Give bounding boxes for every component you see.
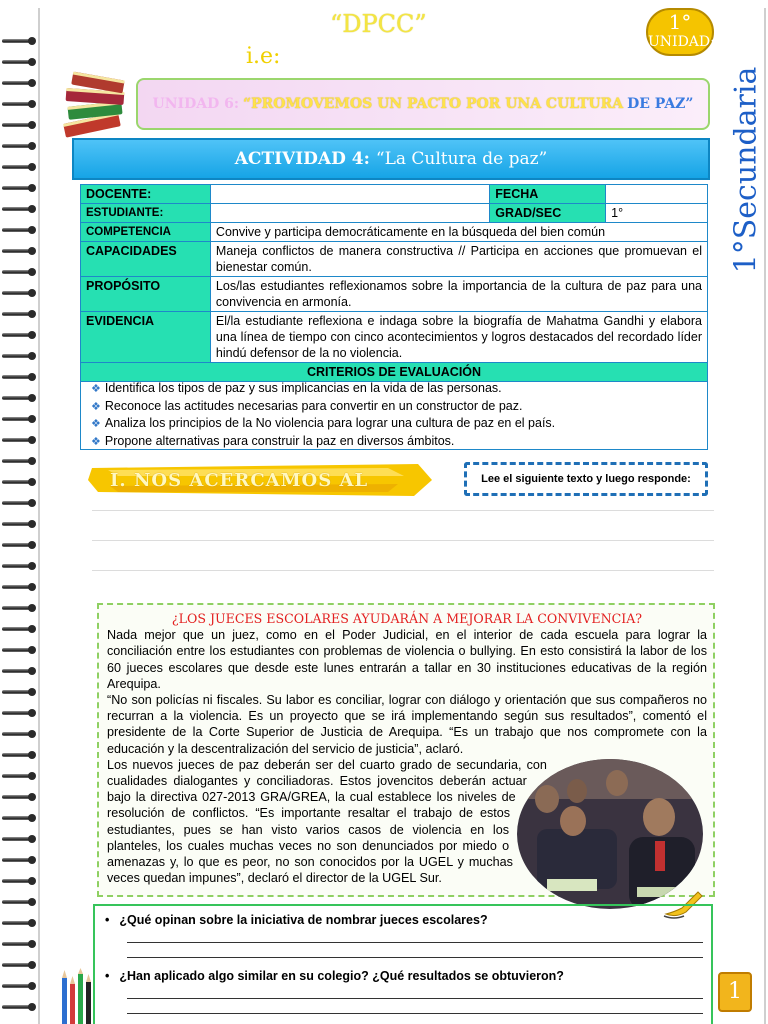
spiral-ring bbox=[2, 561, 36, 571]
gradsec-field[interactable]: 1° bbox=[606, 204, 708, 223]
diamond-bullet-icon: ❖ bbox=[91, 400, 101, 413]
spiral-ring bbox=[2, 351, 36, 361]
answer-line[interactable] bbox=[127, 998, 703, 999]
answer-line[interactable] bbox=[127, 1013, 703, 1014]
spiral-ring bbox=[2, 939, 36, 949]
criteria-list bbox=[80, 378, 708, 450]
grade-side-title bbox=[726, 66, 766, 274]
proposito-value: Los/las estudiantes reflexionamos sobre la importancia de la cultura de paz para una convivencia en armonía. bbox=[210, 277, 707, 312]
books-icon bbox=[58, 70, 134, 144]
spiral-ring bbox=[2, 309, 36, 319]
spiral-ring bbox=[2, 99, 36, 109]
proposito-label: PROPÓSITO bbox=[81, 277, 211, 312]
spiral-ring bbox=[2, 267, 36, 277]
students-photo bbox=[517, 759, 703, 909]
activity-banner bbox=[72, 138, 710, 180]
unit-badge-label: UNIDAD: bbox=[648, 34, 715, 50]
docente-field[interactable] bbox=[210, 185, 489, 204]
spiral-ring bbox=[2, 456, 36, 466]
spiral-ring bbox=[2, 918, 36, 928]
criteria-item: ❖ Analiza los principios de la No violencia para lograr una cultura de paz en el país. bbox=[91, 416, 556, 430]
activity-title: “La Cultura de paz” bbox=[375, 149, 548, 169]
spiral-ring bbox=[2, 981, 36, 991]
gradsec-label: GRAD/SEC bbox=[490, 204, 606, 223]
docente-label: DOCENTE: bbox=[81, 185, 211, 204]
spiral-ring bbox=[2, 624, 36, 634]
fecha-field[interactable] bbox=[606, 185, 708, 204]
estudiante-field[interactable] bbox=[210, 204, 489, 223]
unit-badge-number: 1° bbox=[668, 10, 692, 34]
spiral-ring bbox=[2, 393, 36, 403]
spiral-ring bbox=[2, 141, 36, 151]
competencia-value: Convive y participa democráticamente en la búsqueda del bien común bbox=[210, 223, 707, 242]
spiral-ring bbox=[2, 162, 36, 172]
criteria-item: ❖ Reconoce las actitudes necesarias para convertir en un constructor de paz. bbox=[91, 398, 523, 413]
spiral-ring bbox=[2, 435, 36, 445]
unit-badge bbox=[646, 8, 714, 56]
spiral-ring bbox=[2, 645, 36, 655]
ruled-line bbox=[92, 570, 714, 571]
spiral-ring bbox=[2, 330, 36, 340]
spiral-ring bbox=[2, 120, 36, 130]
spiral-binding bbox=[0, 30, 36, 1024]
reading-paragraph: Los nuevos jueces de paz deberán ser del cuarto grado de secundaria, con cualidades dialogantes y conciliadoras. Estos jovencitos deberán actuar bajo la directiva 027-2013 GRA/GREA, la cual establece los niveles de resolución de conflictos. “Es importante resaltar el trabajo de estos estudiantes, pues se han visto varios casos de violencia en los planteles, los cuales muchas veces no son denunciados por miedo o amenazas y, lo que es peor, no son conocidos por la UGEL y muchas veces quedan impunes”, declaró el director de la UGEL Sur. bbox=[107, 757, 547, 886]
spiral-ring bbox=[2, 708, 36, 718]
school-name: “DPCC” bbox=[330, 10, 427, 38]
spiral-ring bbox=[2, 36, 36, 46]
spiral-ring bbox=[2, 288, 36, 298]
spiral-ring bbox=[2, 477, 36, 487]
spiral-ring bbox=[2, 897, 36, 907]
section-title: I. NOS ACERCAMOS AL bbox=[110, 470, 369, 491]
reading-box bbox=[97, 603, 715, 897]
reading-paragraph: “No son policías ni fiscales. Su labor es conciliar, lograr con diálogo y orientación que sus compañeros no recurran a la violencia. Es un proyecto que se irá implementando según sus resultados”, comentó el presidente de la Corte Superior de Justicia de Arequipa. “Es un trabajo que nos compromete con la educación y la descentralización del servicio de justicia”, aclaró. bbox=[107, 693, 707, 756]
spiral-ring bbox=[2, 246, 36, 256]
capacidades-value: Maneja conflictos de manera constructiva // Participa en acciones que promuevan el bienestar común. bbox=[210, 242, 707, 277]
criteria-item: ❖ Propone alternativas para construir la paz en diversos ámbitos. bbox=[91, 433, 455, 448]
spiral-ring bbox=[2, 792, 36, 802]
criteria-heading: CRITERIOS DE EVALUACIÓN bbox=[81, 363, 708, 382]
capacidades-label: CAPACIDADES bbox=[81, 242, 211, 277]
unit-title-suffix: DE PAZ” bbox=[627, 96, 694, 112]
unit-title-box bbox=[136, 78, 710, 130]
spiral-ring bbox=[2, 57, 36, 67]
unit-prefix: UNIDAD 6: bbox=[152, 96, 240, 112]
estudiante-label: ESTUDIANTE: bbox=[81, 204, 211, 223]
spiral-ring bbox=[2, 729, 36, 739]
spiral-ring bbox=[2, 582, 36, 592]
ie-label: i.e: bbox=[246, 44, 281, 69]
fecha-label: FECHA bbox=[490, 185, 606, 204]
spiral-ring bbox=[2, 372, 36, 382]
diamond-bullet-icon: ❖ bbox=[91, 383, 101, 395]
grade-side-title-text: 1°Secundaria bbox=[728, 66, 764, 274]
diamond-bullet-icon: ❖ bbox=[91, 435, 101, 448]
unit-title: “PROMOVEMOS UN PACTO POR UNA CULTURA bbox=[243, 96, 624, 112]
spiral-ring bbox=[2, 225, 36, 235]
spiral-ring bbox=[2, 771, 36, 781]
spiral-ring bbox=[2, 1002, 36, 1012]
evidencia-value: El/la estudiante reflexiona e indaga sobre la biografía de Mahatma Gandhi y elabora una línea de tiempo con cinco acontecimientos y logros destacados del recordado líder hindú defensor de la no violencia. bbox=[210, 312, 707, 363]
reading-title: ¿LOS JUECES ESCOLARES AYUDARÁN A MEJORAR LA CONVIVENCIA? bbox=[171, 611, 643, 626]
spiral-ring bbox=[2, 414, 36, 424]
page-number: 1 bbox=[718, 972, 752, 1012]
diamond-bullet-icon: ❖ bbox=[91, 418, 101, 430]
instruction-box: Lee el siguiente texto y luego responde: bbox=[464, 462, 708, 496]
spiral-ring bbox=[2, 876, 36, 886]
spiral-ring bbox=[2, 834, 36, 844]
spiral-ring bbox=[2, 960, 36, 970]
spiral-ring bbox=[2, 750, 36, 760]
info-table bbox=[80, 184, 708, 382]
spiral-ring bbox=[2, 204, 36, 214]
ruled-line bbox=[92, 510, 714, 511]
spiral-ring bbox=[2, 78, 36, 88]
spiral-ring bbox=[2, 519, 36, 529]
spiral-ring bbox=[2, 498, 36, 508]
spiral-ring bbox=[2, 183, 36, 193]
spiral-ring bbox=[2, 813, 36, 823]
question-item: • ¿Han aplicado algo similar en su colegio? ¿Qué resultados se obtuvieron? bbox=[105, 968, 703, 984]
answer-line[interactable] bbox=[127, 957, 703, 958]
spiral-ring bbox=[2, 603, 36, 613]
criteria-item: ❖ Identifica los tipos de paz y sus implicancias en la vida de las personas. bbox=[91, 381, 502, 395]
activity-label: ACTIVIDAD 4: bbox=[234, 149, 370, 169]
questions-box bbox=[93, 904, 713, 1024]
spiral-ring bbox=[2, 855, 36, 865]
question-item: • ¿Qué opinan sobre la iniciativa de nombrar jueces escolares? bbox=[105, 912, 703, 928]
reading-paragraph: Nada mejor que un juez, como en el Poder Judicial, en el interior de cada escuela para lograr la conciliación entre los estudiantes con problemas de violencia o bullying. En esto consistirá la labor de los 60 jueces escolares que desde este lunes entrarán a tallar en 30 instituciones educativas de la región Arequipa. bbox=[107, 628, 707, 691]
spiral-ring bbox=[2, 687, 36, 697]
spiral-ring bbox=[2, 540, 36, 550]
evidencia-label: EVIDENCIA bbox=[81, 312, 211, 363]
ruled-line bbox=[92, 540, 714, 541]
answer-line[interactable] bbox=[127, 942, 703, 943]
pencils-icon bbox=[58, 968, 98, 1024]
competencia-label: COMPETENCIA bbox=[81, 223, 211, 242]
spiral-ring bbox=[2, 666, 36, 676]
